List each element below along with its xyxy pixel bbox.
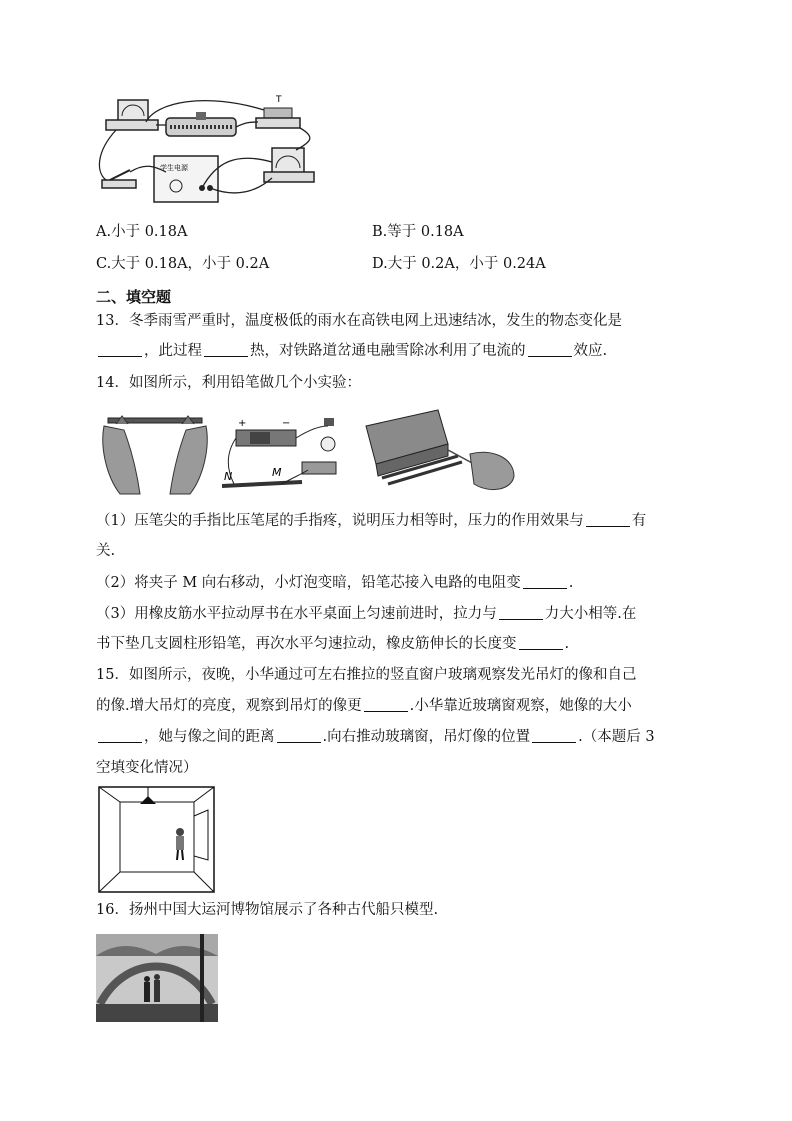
q15-text-e: .（本题后 3 bbox=[578, 729, 655, 745]
supply-label: 学生电源 bbox=[160, 164, 188, 172]
museum-photo bbox=[96, 934, 218, 1022]
pencil-hands-figure bbox=[100, 406, 210, 498]
q14-s3-text: （3）用橡皮筋水平拉动厚书在水平桌面上匀速前进时，拉力与 bbox=[96, 606, 497, 622]
q14-s3-line2 bbox=[96, 634, 569, 654]
svg-text:−: − bbox=[282, 418, 291, 429]
circuit-figure bbox=[96, 92, 326, 212]
q15-line2 bbox=[96, 696, 632, 716]
answer-blank[interactable] bbox=[364, 697, 408, 712]
q14-s2 bbox=[96, 573, 573, 593]
answer-blank[interactable] bbox=[528, 342, 572, 357]
q14-s1-line2: 关. bbox=[96, 543, 116, 559]
q13-text-3: 热，对铁路道岔通电融雪除冰利用了电流的 bbox=[250, 343, 526, 359]
answer-blank[interactable] bbox=[586, 512, 630, 527]
section-heading: 二、填空题 bbox=[96, 288, 172, 306]
q15-text-c: ，她与像之间的距离 bbox=[144, 729, 275, 745]
answer-blank[interactable] bbox=[532, 728, 576, 743]
q14-s3-text-c: 书下垫几支圆柱形铅笔，再次水平匀速拉动，橡皮筋伸长的长度变 bbox=[96, 636, 517, 652]
q14-s1-line1 bbox=[96, 511, 646, 531]
q15-text-b: .小华靠近玻璃窗观察，她像的大小 bbox=[409, 698, 632, 714]
q13-text-2: ，此过程 bbox=[144, 343, 202, 359]
q14-s3-end: . bbox=[564, 636, 570, 652]
answer-blank[interactable] bbox=[277, 728, 321, 743]
q15-text-d: .向右推动玻璃窗，吊灯像的位置 bbox=[322, 729, 531, 745]
option-a: A.小于 0.18A bbox=[96, 224, 188, 240]
q14-s1-text-b: 有 bbox=[631, 513, 647, 529]
q14-s2-end: . bbox=[568, 575, 574, 591]
q14-s3-text-b: 力大小相等.在 bbox=[544, 606, 637, 622]
svg-text:+: + bbox=[238, 418, 247, 429]
answer-blank[interactable] bbox=[523, 574, 567, 589]
q13-line1: 13．冬季雨雪严重时，温度极低的雨水在高铁电网上迅速结冰，发生的物态变化是 bbox=[96, 313, 622, 329]
q15-line1: 15．如图所示，夜晚，小华通过可左右推拉的竖直窗户玻璃观察发光吊灯的像和自己 bbox=[96, 667, 637, 683]
answer-blank[interactable] bbox=[204, 342, 248, 357]
option-b: B.等于 0.18A bbox=[372, 224, 464, 240]
answer-blank[interactable] bbox=[499, 605, 543, 620]
label-m: M bbox=[272, 466, 282, 479]
q15-line3 bbox=[96, 727, 655, 747]
q14-stem: 14．如图所示，利用铅笔做几个小实验： bbox=[96, 375, 361, 391]
q15-line4: 空填变化情况） bbox=[96, 760, 198, 776]
label-t: T bbox=[276, 95, 282, 105]
q13-line2 bbox=[96, 341, 607, 361]
q16-stem: 16．扬州中国大运河博物馆展示了各种古代船只模型. bbox=[96, 902, 439, 918]
q13-text-4: 效应. bbox=[573, 343, 608, 359]
option-d: D.大于 0.2A，小于 0.24A bbox=[372, 256, 546, 272]
book-pencil-figure bbox=[362, 404, 522, 496]
q14-s2-text: （2）将夹子 M 向右移动，小灯泡变暗，铅笔芯接入电路的电阻变 bbox=[96, 575, 521, 591]
option-c: C.大于 0.18A，小于 0.2A bbox=[96, 256, 270, 272]
pencil-circuit-figure bbox=[222, 408, 352, 500]
q14-s1-text: （1）压笔尖的手指比压笔尾的手指疼，说明压力相等时，压力的作用效果与 bbox=[96, 513, 584, 529]
answer-blank[interactable] bbox=[98, 728, 142, 743]
q14-s3-line1 bbox=[96, 604, 636, 624]
label-n: N bbox=[224, 470, 233, 483]
answer-blank[interactable] bbox=[519, 635, 563, 650]
q15-text-a: 的像.增大吊灯的亮度，观察到吊灯的像更 bbox=[96, 698, 362, 714]
answer-blank[interactable] bbox=[98, 342, 142, 357]
room-window-figure bbox=[98, 786, 216, 894]
